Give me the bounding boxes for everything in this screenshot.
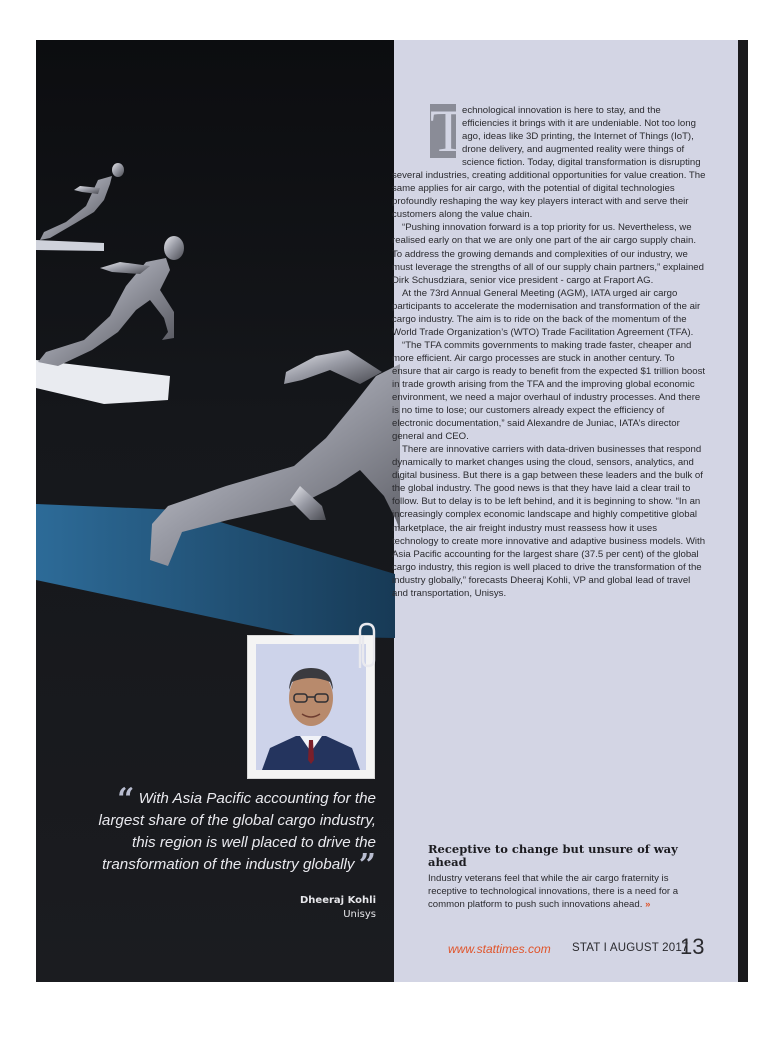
quote-author-name: Dheeraj Kohli — [300, 895, 376, 906]
page-number: 13 — [680, 934, 705, 959]
article-body — [392, 98, 706, 600]
continue-arrow-icon: » — [645, 899, 651, 910]
footer-website-link[interactable]: www.stattimes.com — [448, 942, 551, 956]
platform-medium — [36, 360, 170, 404]
open-quote-icon: “ — [117, 782, 135, 817]
quote-author-company: Unisys — [343, 909, 376, 920]
runner-figure-front — [150, 314, 400, 566]
platform-small — [36, 240, 104, 251]
drop-cap: T — [430, 98, 467, 164]
runner-figure-far — [40, 163, 124, 240]
article-paragraph: “Pushing innovation forward is a top priority for us. Nevertheless, we realised early on that we are only one part of the air cargo supply chain. To address the growing demands and complexities of our industry, we must leverage the strengths of all of our supply chain partners,” explained Dirk Schusdziara, senior vice president - cargo at Fraport AG. — [392, 222, 704, 286]
close-quote-icon: ” — [358, 848, 376, 883]
section-heading: Receptive to change but unsure of way ahead — [428, 842, 678, 869]
article-paragraph: There are innovative carriers with data-driven businesses that respond dynamically to market changes using the cloud, sensors, analytics, and digital business. But there is a gap between these leaders and the bulk of the global industry. The good news is that they have laid a clear trail to follow. But to delay is to be left behind, and it is beginning to show. “In an increasingly complex economic landscape and highly competitive global marketplace, the air freight industry must reassess how it uses technology to create more innovative and adaptive business models. With Asia Pacific accounting for the largest share (37.5 per cent) of the global cargo industry, this region is well placed to drive the transformation of the industry globally,” forecasts Dheeraj Kohli, VP and global lead of travel and transportation, Unisys. — [392, 444, 706, 599]
article-tail — [428, 872, 708, 911]
footer-publication: STAT I AUGUST 2017 — [572, 942, 689, 954]
article-paragraph: Industry veterans feel that while the air cargo fraternity is receptive to technological innovations, there is a need for a common platform to push such innovations ahead. — [428, 873, 679, 910]
platform-blue — [36, 504, 395, 638]
article-paragraph: “The TFA commits governments to making trade faster, cheaper and more efficient. Air cargo processes are stuck in another century. To ensure that air cargo is ready to benefit from the expected $1 trillion boost in trade growth arising from the TFA and the improving global economic environment, we need a major overhaul of industry processes. And there is no time to lose; our customers already expect the efficiency of electronic documentation,” said Alexandre de Juniac, IATA’s director general and CEO. — [392, 339, 706, 443]
runner-figure-middle — [38, 236, 184, 366]
article-paragraph: At the 73rd Annual General Meeting (AGM), IATA urged air cargo participants to accelerate the modernisation and transformation of the air cargo industry. The aim is to ride on the back of the momentum of the World Trade Organization’s (WTO) Trade Facilitation Agreement (TFA). — [392, 287, 701, 338]
article-paragraph: echnological innovation is here to stay, and the efficiencies it brings with it are undeniable. Not too long ago, ideas like 3D printing, the Internet of Things (IoT), drone delivery, and augmented reality were things of science fiction. Today, digital transformation is disrupting several industries, creating additional opportunities for value creation. The same applies for air cargo, with the potential of digital technologies profoundly reshaping the way key players interact with and serve their customers along the value chain. — [392, 105, 706, 221]
pull-quote-text: With Asia Pacific accounting for the largest share of the global cargo industry, this region is well placed to drive the transformation of the industry globally — [98, 790, 376, 873]
page-edge-bar — [738, 40, 748, 982]
pull-quote — [86, 782, 376, 883]
paperclip-icon — [350, 620, 380, 672]
